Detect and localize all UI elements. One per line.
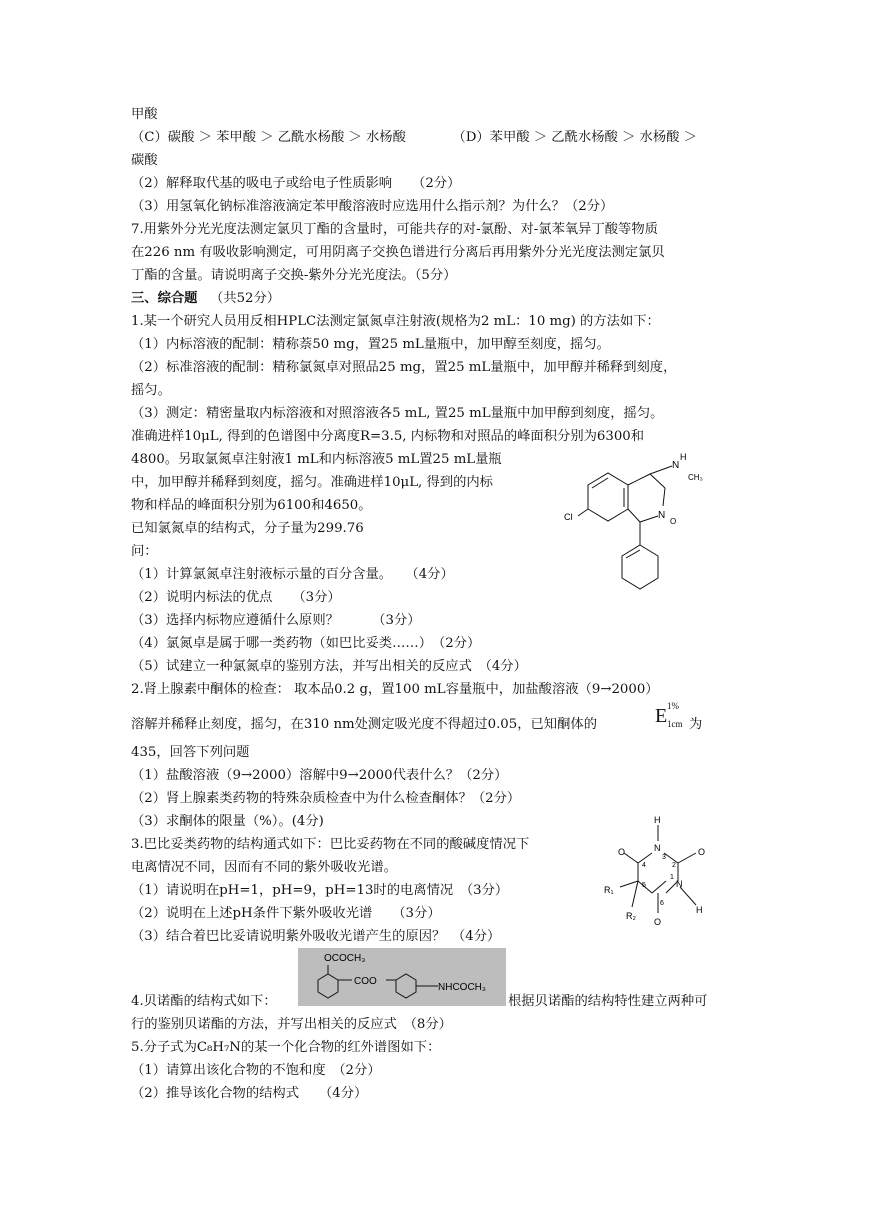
extinction-sub: 1cm <box>667 719 683 729</box>
text-line: 已知氯氮卓的结构式，分子量为299.76 <box>131 521 364 536</box>
extinction-e: E <box>655 705 668 727</box>
h-right-label: H <box>696 905 703 915</box>
text-line: 7.用紫外分光光度法测定氯贝丁酯的含量时，可能共存的对-氯酚、对-氯苯氧异丁酸等物质 <box>131 222 658 237</box>
text-line: 电离情况不同，因而有不同的紫外吸收光谱。 <box>131 860 397 875</box>
text-line: 2.肾上腺素中酮体的检查： 取本品0.2 g，置100 mL容量瓶中，加盐酸溶液（9→2000） <box>131 682 659 697</box>
extinction-symbol <box>655 701 683 729</box>
o-label: O <box>670 517 677 526</box>
h-top-label: H <box>654 815 661 825</box>
text-line: 丁酯的含量。请说明离子交换-紫外分光光度法。（5分） <box>131 268 457 283</box>
nh-label: N <box>672 460 680 471</box>
text-line: （2）解释取代基的吸电子或给电子性质影响 （2分） <box>131 176 461 191</box>
text-line: 行的鉴别贝诺酯的方法，并写出相关的反应式 （8分） <box>131 1017 452 1032</box>
text-line: （4）氯氮卓是属于哪一类药物（如巴比妥类……） （2分） <box>131 636 481 651</box>
text-line: （1）请算出该化合物的不饱和度 （2分） <box>131 1063 381 1078</box>
text-line: 3.巴比妥类药物的结构通式如下：巴比妥药物在不同的酸碱度情况下 <box>131 837 530 852</box>
text-line: （C）碳酸 ＞ 苯甲酸 ＞ 乙酰水杨酸 ＞ 水杨酸 （D）苯甲酸 ＞ 乙酰水杨酸 ＞ 水杨酸 ＞ <box>131 130 697 145</box>
extinction-sup: 1% <box>667 701 679 711</box>
c6-num: 6 <box>660 900 664 907</box>
text-line: （3）选择内标物应遵循什么原则？ （3分） <box>131 613 421 628</box>
text-line: （3）求酮体的限量（%）。(4分) <box>131 814 324 829</box>
text-line: （1）盐酸溶液（9→2000）溶解中9→2000代表什么？（2分） <box>131 768 508 783</box>
section-heading: 三、综合题 <box>131 291 198 306</box>
text-line: 物和样品的峰面积分别为6100和4650。 <box>131 498 372 513</box>
text-line: （1）请说明在pH=1，pH=9，pH=13时的电离情况 （3分） <box>131 883 509 898</box>
benorilate-structure <box>298 948 506 1006</box>
text-line: （1）内标溶液的配制：精称萘50 mg，置25 mL量瓶中，加甲醇至刻度，摇匀。 <box>131 337 610 352</box>
text-line: 5.分子式为C₈H₇N的某一个化合物的红外谱图如下： <box>131 1040 441 1055</box>
h-label: H <box>680 452 687 462</box>
ch3-label: CH₃ <box>688 473 703 482</box>
text-line: （3）用氢氧化钠标准溶液滴定苯甲酸溶液时应选用什么指示剂？为什么？（2分） <box>131 199 614 214</box>
text-line: （2）说明内标法的优点 （3分） <box>131 590 341 605</box>
nhcoch3-label: NHCOCH₃ <box>438 982 486 993</box>
text-line: 为 <box>689 717 703 732</box>
n1-num: 1 <box>670 874 674 881</box>
text-line: 435，回答下列问题 <box>131 745 250 760</box>
c2-num: 2 <box>672 862 676 869</box>
text-line: 碳酸 <box>131 153 158 168</box>
o-left-label: O <box>618 847 626 857</box>
r2-label: R₂ <box>626 911 636 921</box>
r1-label: R₁ <box>604 885 614 895</box>
o-right-label: O <box>698 847 706 857</box>
c5-num: 5 <box>642 882 646 889</box>
n-label: N <box>658 510 666 521</box>
text-line: 准确进样10μL, 得到的色谱图中分离度R=3.5, 内标物和对照品的峰面积分别为6300和 <box>131 429 645 444</box>
text-line: （2）推导该化合物的结构式 （4分） <box>131 1086 368 1101</box>
text-line: （1）计算氯氮卓注射液标示量的百分含量。 （4分） <box>131 567 454 582</box>
n3-label: N <box>654 843 661 853</box>
section-points: （共52分） <box>210 291 281 306</box>
barbiturate-structure <box>596 815 716 940</box>
n1-label: N <box>676 879 683 889</box>
text-line: 甲酸 <box>131 107 158 122</box>
ococh3-label: OCOCH₃ <box>324 953 366 964</box>
text-line: （2）肾上腺素类药物的特殊杂质检查中为什么检查酮体？（2分） <box>131 791 521 806</box>
text-line: 摇匀。 <box>131 383 171 398</box>
n3-num: 3 <box>662 854 666 861</box>
text-line: （3）结合着巴比妥请说明紫外吸收光谱产生的原因？ （4分） <box>131 929 501 944</box>
coo-label: COO <box>354 976 377 987</box>
text-line: 根据贝诺酯的结构特性建立两种可 <box>508 994 708 1009</box>
text-line: 4800。另取氯氮卓注射液1 mL和内标溶液5 mL置25 mL量瓶 <box>131 452 502 467</box>
o-bottom-label: O <box>654 917 662 927</box>
text-line: 问： <box>131 544 158 559</box>
text-line: （3）测定：精密量取内标溶液和对照溶液各5 mL, 置25 mL量瓶中加甲醇到刻度，摇匀。 <box>131 406 664 421</box>
text-line: 溶解并稀释止刻度，摇匀，在310 nm处测定吸光度不得超过0.05，已知酮体的 <box>131 717 597 732</box>
text-line: （2）标准溶液的配制：精称氯氮卓对照品25 mg，置25 mL量瓶中，加甲醇并稀释到刻度， <box>131 360 677 375</box>
c4-num: 4 <box>642 862 646 869</box>
text-line: （5）试建立一种氯氮卓的鉴别方法，并写出相关的反应式 （4分） <box>131 659 527 674</box>
chlordiazepoxide-structure <box>560 450 720 600</box>
text-line: （2）说明在上述pH条件下紫外吸收光谱 （3分） <box>131 906 441 921</box>
text-line: 4.贝诺酯的结构式如下： <box>131 994 277 1009</box>
text-line: 1.某一个研究人员用反相HPLC法测定氯氮卓注射液(规格为2 mL：10 mg) 的方法如下： <box>131 314 660 329</box>
cl-label: Cl <box>564 512 573 522</box>
text-line: 中，加甲醇并稀释到刻度，摇匀。准确进样10μL, 得到的内标 <box>131 475 493 490</box>
text-line: 在226 nm 有吸收影响测定，可用阴离子交换色谱进行分离后再用紫外分光光度法测定氯贝 <box>131 245 665 260</box>
